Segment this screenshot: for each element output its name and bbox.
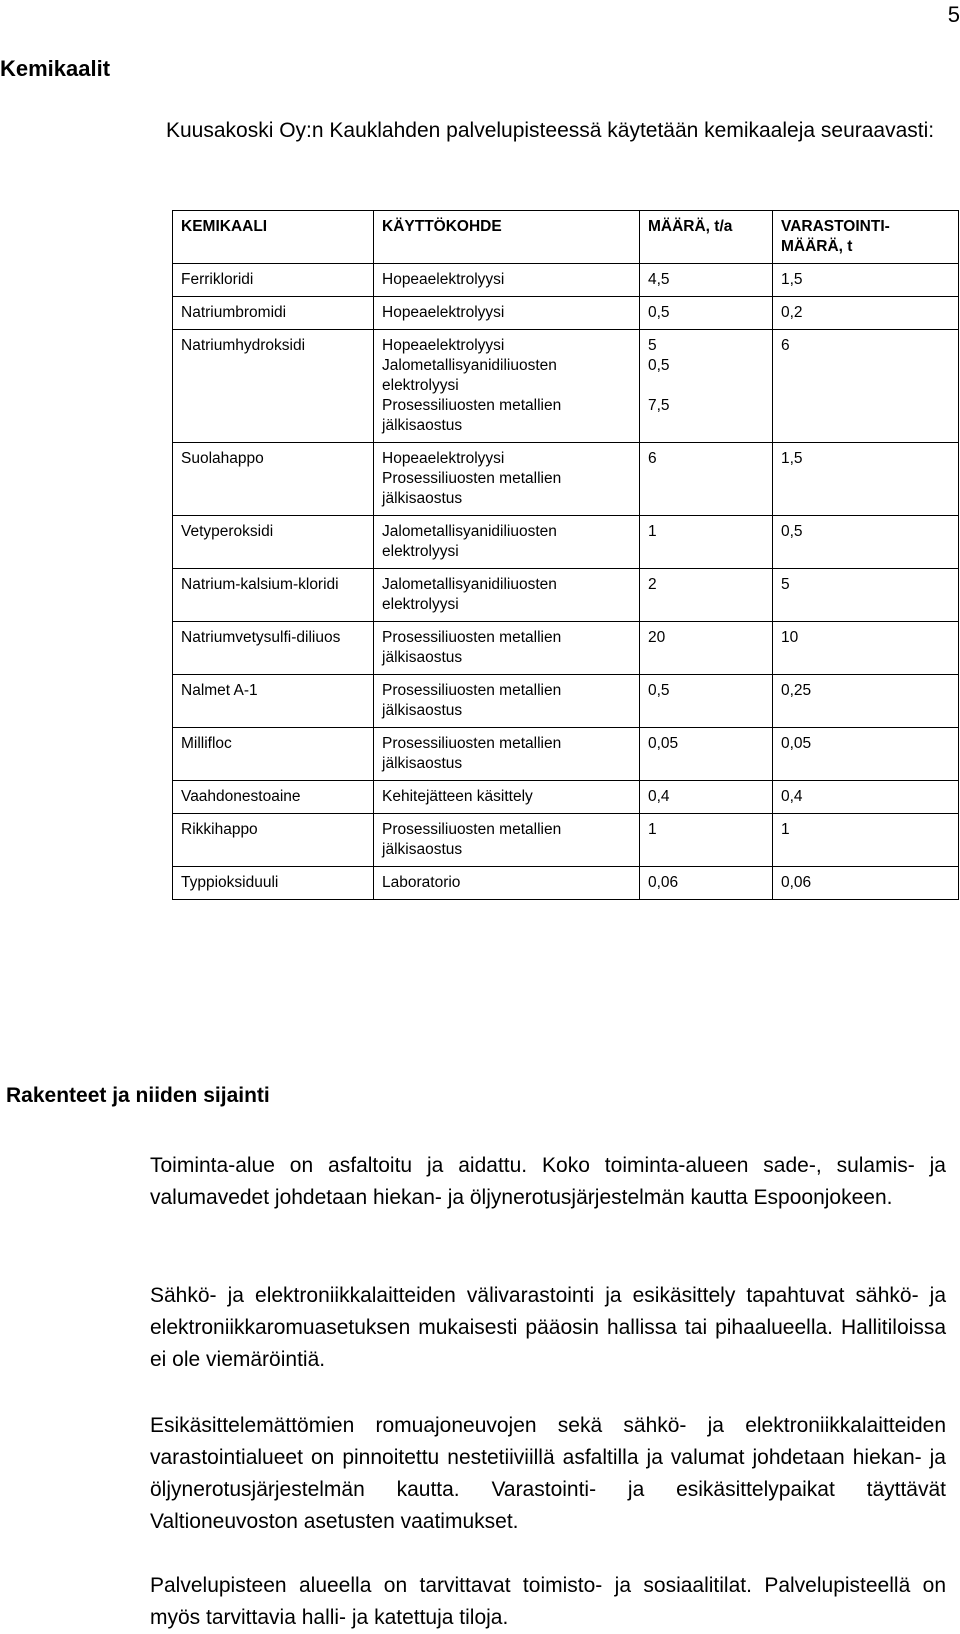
cell-kayttokohde: Kehitejätteen käsittely: [374, 781, 640, 814]
cell-varastointimaara: 0,5: [773, 516, 959, 569]
cell-kayttokohde: Hopeaelektrolyysi: [374, 264, 640, 297]
section-title-rakenteet: Rakenteet ja niiden sijainti: [6, 1084, 270, 1107]
cell-kemikaali: Suolahappo: [173, 443, 374, 516]
table-row: [173, 516, 959, 569]
cell-varastointimaara: 5: [773, 569, 959, 622]
cell-maara: 5 0,5 7,5: [640, 330, 773, 443]
table-row: [173, 867, 959, 900]
cell-varastointimaara: 6: [773, 330, 959, 443]
table-row: [173, 781, 959, 814]
header-kayttokohde: KÄYTTÖKOHDE: [374, 211, 640, 264]
cell-maara: 0,05: [640, 728, 773, 781]
table-row: [173, 814, 959, 867]
cell-maara: 4,5: [640, 264, 773, 297]
cell-varastointimaara: 0,4: [773, 781, 959, 814]
table-row: [173, 443, 959, 516]
cell-kayttokohde: Jalometallisyanidiliuosten elektrolyysi: [374, 569, 640, 622]
cell-kemikaali: Ferrikloridi: [173, 264, 374, 297]
paragraph-2: Sähkö- ja elektroniikkalaitteiden välivarastointi ja esikäsittely tapahtuvat sähkö- ja elektroniikkaromuasetuksen mukaisesti pääosin hallissa tai pihaalueella. Hallitiloissa ei ole viemäröintiä.: [150, 1284, 946, 1371]
header-kemikaali: KEMIKAALI: [173, 211, 374, 264]
paragraph-1: Toiminta-alue on asfaltoitu ja aidattu. Koko toiminta-alueen sade-, sulamis- ja valumavedet johdetaan hiekan- ja öljynerotusjärjestelmän kautta Espoonjokeen.: [150, 1154, 946, 1209]
cell-kemikaali: Natriumbromidi: [173, 297, 374, 330]
chemicals-table: [172, 210, 959, 900]
cell-kayttokohde: Jalometallisyanidiliuosten elektrolyysi: [374, 516, 640, 569]
cell-kemikaali: Natriumhydroksidi: [173, 330, 374, 443]
cell-varastointimaara: 0,25: [773, 675, 959, 728]
page-number: 5: [947, 2, 960, 27]
cell-kemikaali: Natrium-kalsium-kloridi: [173, 569, 374, 622]
table-row: [173, 622, 959, 675]
cell-kayttokohde: Laboratorio: [374, 867, 640, 900]
cell-kemikaali: Rikkihappo: [173, 814, 374, 867]
cell-maara: 0,4: [640, 781, 773, 814]
cell-varastointimaara: 0,06: [773, 867, 959, 900]
cell-maara: 0,06: [640, 867, 773, 900]
section-title-kemikaalit: Kemikaalit: [0, 56, 111, 81]
cell-kayttokohde: Prosessiliuosten metallien jälkisaostus: [374, 675, 640, 728]
cell-kemikaali: Vaahdonestoaine: [173, 781, 374, 814]
cell-kemikaali: Typpioksiduuli: [173, 867, 374, 900]
table-row: [173, 728, 959, 781]
cell-kayttokohde: Hopeaelektrolyysi Jalometallisyanidiliuosten elektrolyysi Prosessiliuosten metallien jälkisaostus: [374, 330, 640, 443]
cell-varastointimaara: 1,5: [773, 443, 959, 516]
cell-kayttokohde: Prosessiliuosten metallien jälkisaostus: [374, 728, 640, 781]
cell-kemikaali: Nalmet A-1: [173, 675, 374, 728]
paragraph-3: Esikäsittelemättömien romuajoneuvojen sekä sähkö- ja elektroniikkalaitteiden varastointialueet on pinnoitettu nestetiiviillä asfaltilla ja valumat johdetaan hiekan- ja öljynerotusjärjestelmän kautta. Varastointi- ja esikäsittelypaikat täyttävät Valtioneuvoston asetusten vaatimukset.: [150, 1414, 946, 1533]
cell-kayttokohde: Hopeaelektrolyysi Prosessiliuosten metallien jälkisaostus: [374, 443, 640, 516]
cell-maara: 20: [640, 622, 773, 675]
cell-maara: 2: [640, 569, 773, 622]
cell-varastointimaara: 10: [773, 622, 959, 675]
paragraph-4: Palvelupisteen alueella on tarvittavat toimisto- ja sosiaalitilat. Palvelupisteellä on myös tarvittavia halli- ja katettuja tiloja.: [150, 1574, 946, 1629]
cell-maara: 1: [640, 516, 773, 569]
table-row: [173, 264, 959, 297]
cell-kemikaali: Millifloc: [173, 728, 374, 781]
intro-paragraph: Kuusakoski Oy:n Kauklahden palvelupisteessä käytetään kemikaaleja seuraavasti:: [166, 119, 935, 142]
header-varastointimaara: VARASTOINTI-MÄÄRÄ, t: [773, 211, 959, 264]
cell-kayttokohde: Prosessiliuosten metallien jälkisaostus: [374, 622, 640, 675]
cell-kemikaali: Vetyperoksidi: [173, 516, 374, 569]
table-row: [173, 297, 959, 330]
cell-varastointimaara: 0,05: [773, 728, 959, 781]
cell-kayttokohde: Hopeaelektrolyysi: [374, 297, 640, 330]
cell-maara: 1: [640, 814, 773, 867]
table-row: [173, 569, 959, 622]
table-row: [173, 330, 959, 443]
cell-kemikaali: Natriumvetysulfi-diliuos: [173, 622, 374, 675]
header-maara: MÄÄRÄ, t/a: [640, 211, 773, 264]
cell-varastointimaara: 1,5: [773, 264, 959, 297]
cell-varastointimaara: 1: [773, 814, 959, 867]
cell-maara: 0,5: [640, 297, 773, 330]
table-header-row: [173, 211, 959, 264]
table-row: [173, 675, 959, 728]
cell-maara: 0,5: [640, 675, 773, 728]
cell-varastointimaara: 0,2: [773, 297, 959, 330]
table-body: [173, 264, 959, 900]
cell-kayttokohde: Prosessiliuosten metallien jälkisaostus: [374, 814, 640, 867]
cell-maara: 6: [640, 443, 773, 516]
